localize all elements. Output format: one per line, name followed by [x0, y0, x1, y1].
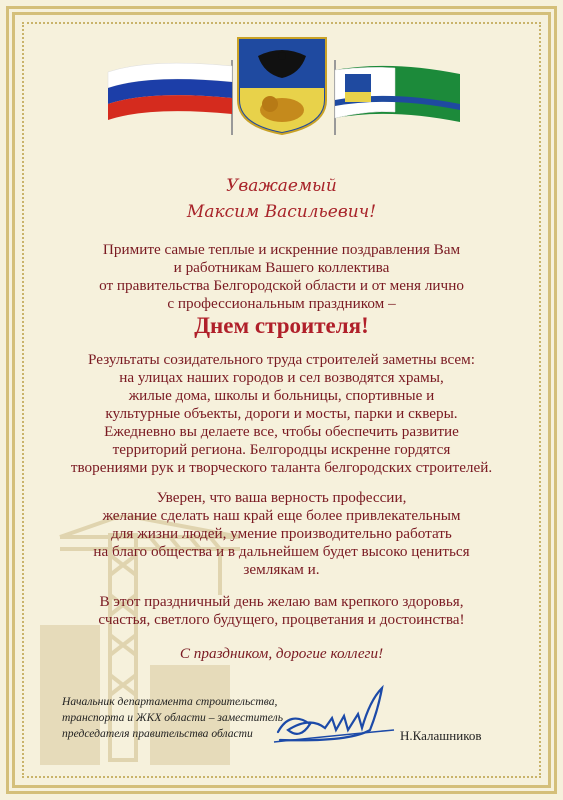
text-line: Результаты созидательного труда строителей заметны всем: — [88, 351, 475, 368]
salutation-line-2: Максим Васильевич! — [186, 202, 377, 222]
signatory-title-line: Начальник департамента строительства, — [62, 695, 278, 708]
header-emblems — [0, 30, 563, 140]
paragraph-3 — [40, 593, 523, 629]
text-line: на улицах наших городов и сел возводятся храмы, — [119, 369, 444, 386]
text-line: Уверен, что ваша верность профессии, — [156, 489, 407, 506]
handwritten-signature — [270, 680, 400, 750]
headline: Днем строителя! — [194, 313, 369, 338]
text-line: на благо общества и в дальнейшем будет высоко цениться — [93, 543, 470, 560]
text-line: творениями рук и творческого таланта белгородских строителей. — [70, 459, 493, 476]
closing-line: С праздником, дорогие коллеги! — [179, 645, 384, 662]
text-line: жилые дома, школы и больницы, спортивные и — [128, 387, 435, 404]
text-line: и работникам Вашего коллектива — [173, 259, 390, 276]
text-line: землякам и. — [243, 561, 320, 578]
paragraph-1 — [40, 351, 523, 477]
paragraph-2 — [40, 489, 523, 579]
text-line: территорий региона. Белгородцы искренне гордятся — [112, 441, 451, 458]
signatory-name: Н.Калашников — [400, 728, 482, 743]
salutation-line-1: Уважаемый — [226, 176, 337, 196]
text-line: Ежедневно вы делаете все, чтобы обеспечить развитие — [104, 423, 459, 440]
text-line: с профессиональным праздником – — [167, 295, 396, 312]
text-line: Примите самые теплые и искренние поздравления Вам — [102, 241, 461, 258]
signatory-title — [62, 694, 283, 742]
text-line: культурные объекты, дороги и мосты, парки и скверы. — [105, 405, 458, 422]
intro-paragraph — [40, 241, 523, 313]
text-line: желание сделать наш край еще более привлекательным — [102, 507, 461, 524]
text-line: счастья, светлого будущего, процветания и достоинства! — [98, 611, 465, 628]
signatory-title-line: транспорта и ЖКХ области – заместитель — [62, 711, 283, 724]
text-line: от правительства Белгородской области и от меня лично — [99, 277, 464, 294]
text-line: для жизни людей, умение производительно работать — [111, 525, 452, 542]
russia-flag-icon — [108, 60, 232, 135]
signatory-title-line: председателя правительства области — [62, 727, 253, 740]
belgorod-flag-icon — [335, 60, 460, 135]
belgorod-coat-of-arms-icon — [238, 38, 326, 134]
text-line: В этот праздничный день желаю вам крепкого здоровья, — [99, 593, 464, 610]
